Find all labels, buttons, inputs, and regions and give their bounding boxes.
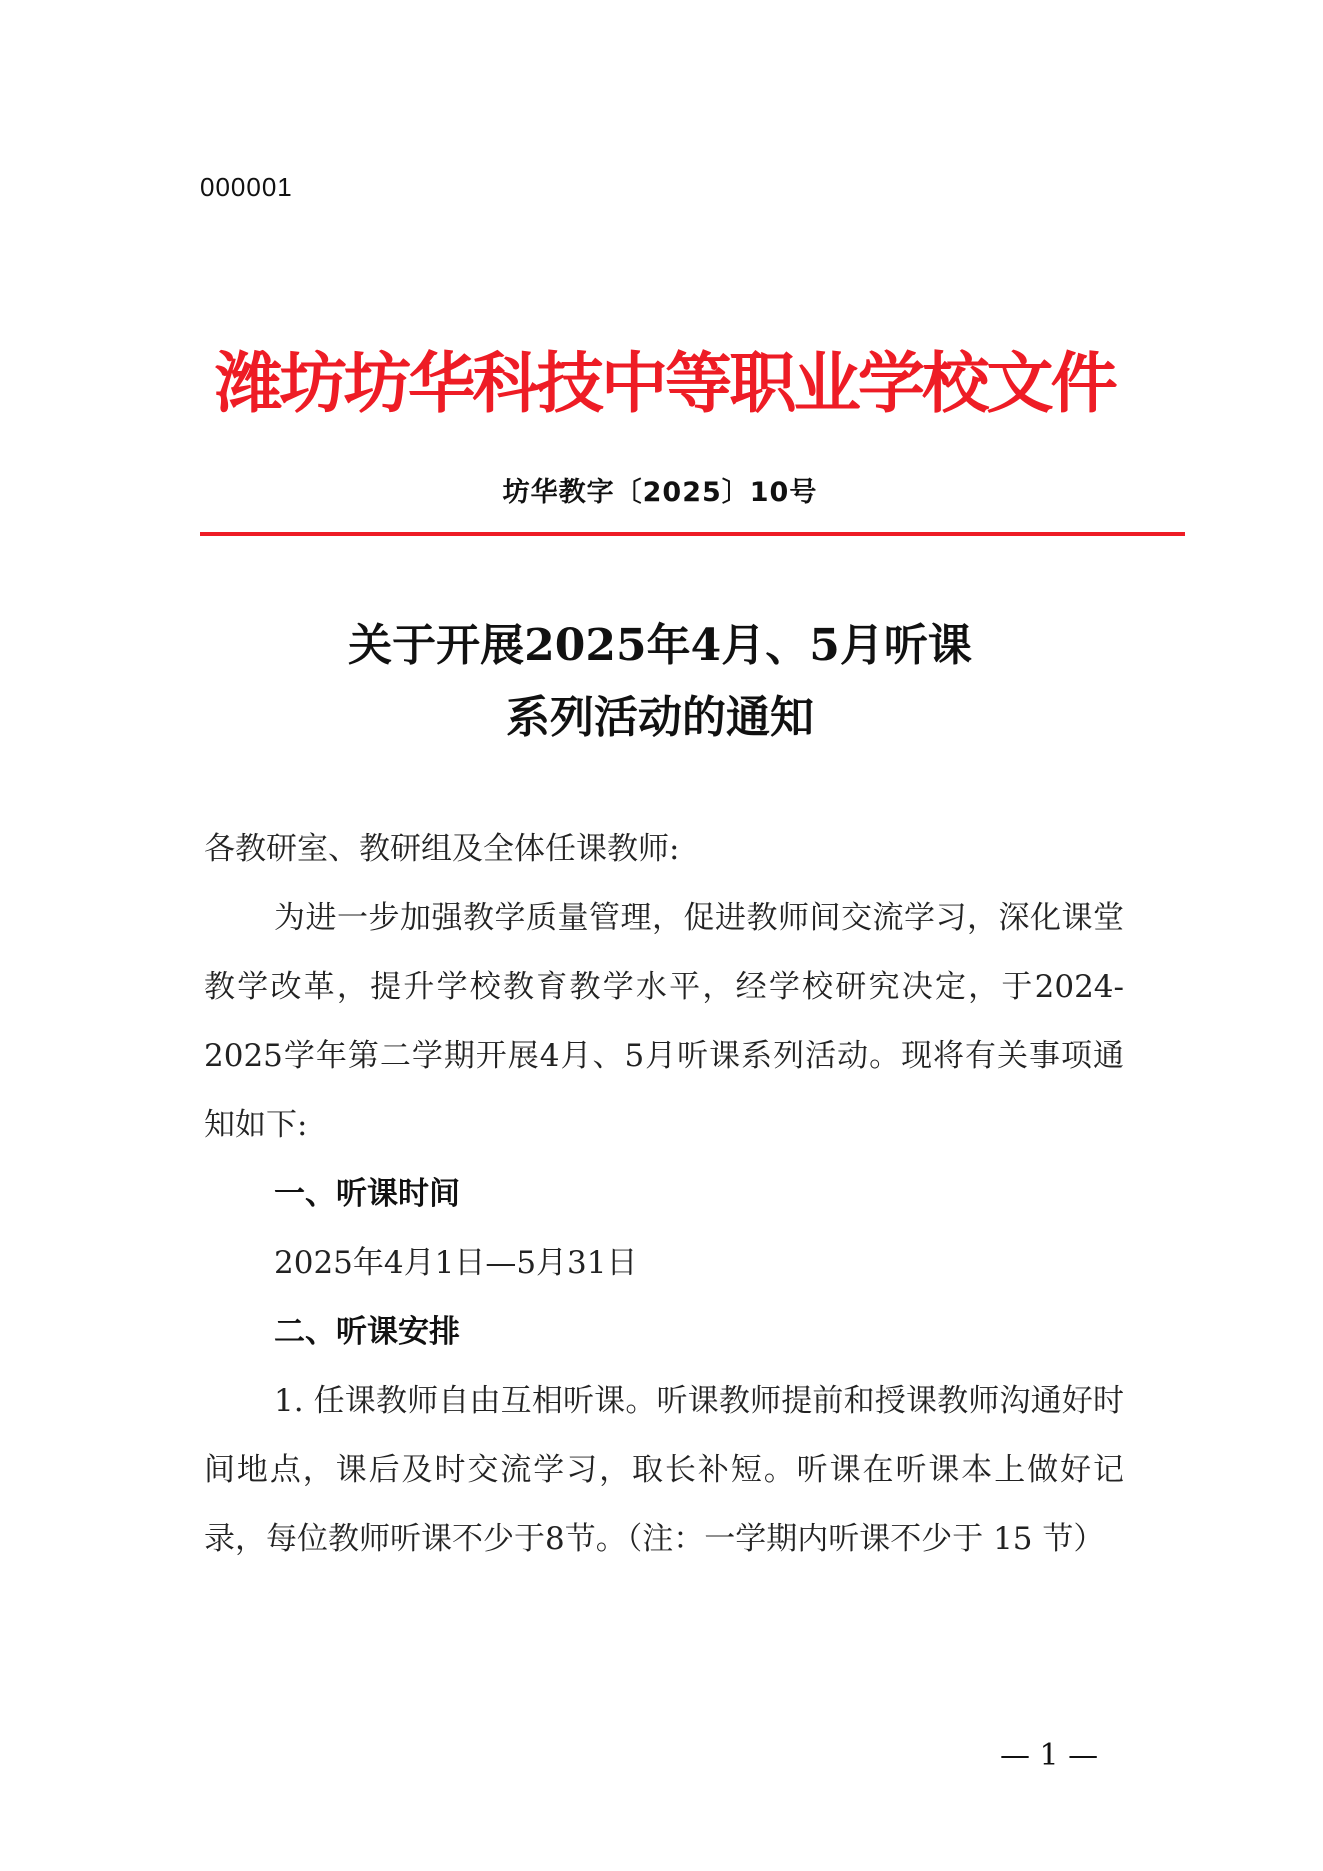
issue-number: 坊华教字〔2025〕10号 bbox=[502, 477, 818, 508]
intro-paragraph: 为进一步加强教学质量管理，促进教师间交流学习，深化课堂教学改革，提升学校教育教学水平，经学校研究决定，于2024-2025学年第二学期开展4月、5月听课系列活动。现将有关事项通知如下: bbox=[204, 900, 1124, 1143]
salutation: 各教研室、教研组及全体任课教师: bbox=[204, 831, 680, 867]
document-serial-number: 000001 bbox=[200, 172, 293, 202]
document-header: 潍坊坊华科技中等职业学校文件 bbox=[215, 345, 1115, 422]
notice-body bbox=[204, 815, 1124, 1574]
red-divider-line bbox=[200, 532, 1185, 536]
section-2-item-1: 1. 任课教师自由互相听课。听课教师提前和授课教师沟通好时间地点，课后及时交流学习，取长补短。听课在听课本上做好记录，每位教师听课不少于8节。（注：一学期内听课不少于 15 节） bbox=[204, 1383, 1124, 1557]
section-2-heading: 二、听课安排 bbox=[274, 1314, 460, 1350]
section-1-heading: 一、听课时间 bbox=[274, 1176, 460, 1212]
section-1-body: 2025年4月1日—5月31日 bbox=[274, 1245, 638, 1281]
notice-title-line-1: 关于开展2025年4月、5月听课 bbox=[348, 620, 972, 671]
notice-title bbox=[200, 610, 1120, 754]
notice-title-line-2: 系列活动的通知 bbox=[506, 692, 814, 743]
page-number: — 1 — bbox=[1000, 1738, 1099, 1773]
